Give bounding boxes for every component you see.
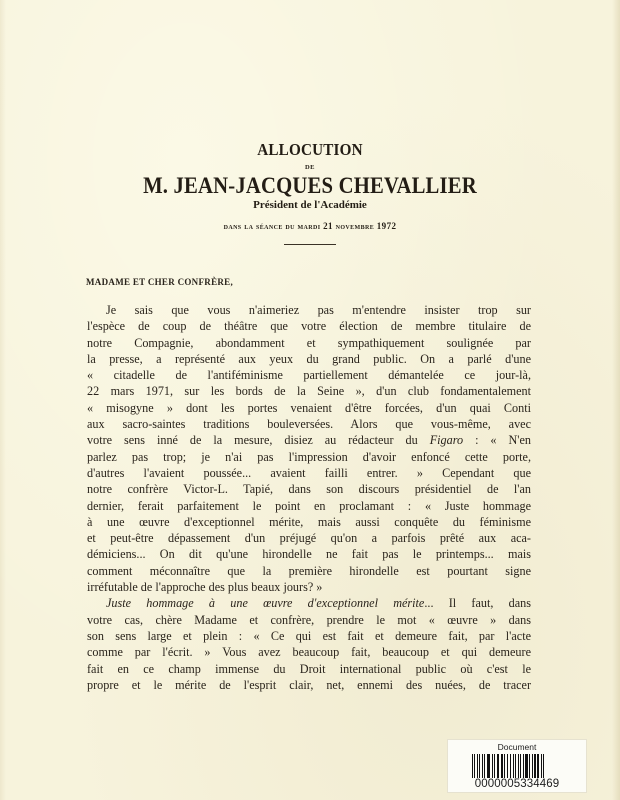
paragraph-line: 22 mars 1971, sur les bords de la Seine », d'un club fondamentalement <box>87 384 531 399</box>
barcode-bar <box>472 754 473 778</box>
salutation: MADAME ET CHER CONFRÈRE, <box>86 277 234 287</box>
barcode-bar <box>520 754 521 778</box>
barcode-bar <box>477 754 478 778</box>
barcode-bar <box>492 754 493 778</box>
paragraph-line: notre confrère Victor-L. Tapié, dans son discours présidentiel de l'an <box>87 482 531 497</box>
barcode-number: 0000005334469 <box>474 778 560 790</box>
barcode-bar <box>494 754 495 778</box>
paragraph-line: votre cas, chère Madame et confrère, prendre le mot « œuvre » dans <box>87 612 531 627</box>
barcode-icon <box>472 754 564 778</box>
paragraph-line: aux sacro-saintes traditions bouleversées. Alors que vous-même, avec <box>87 417 531 432</box>
title-preposition: DE <box>304 164 316 171</box>
header-divider <box>284 244 336 245</box>
line-text: votre sens inné de la mesure, disiez au rédacteur du <box>87 433 430 448</box>
paragraph-line: démiciens... On dit qu'une hirondelle ne fait pas le printemps... mais <box>87 547 531 562</box>
barcode-label: Document <box>497 742 537 752</box>
barcode-bar <box>501 754 503 778</box>
paragraph-line: à une œuvre d'exceptionnel mérite, mais aussi conquête du féminisme <box>87 514 531 529</box>
paragraph-line: notre Compagnie, abondamment et sympathiquement soulignée par <box>87 335 531 350</box>
paragraph-line-figaro <box>87 432 531 448</box>
barcode-bar <box>523 754 524 778</box>
barcode-bar <box>537 754 539 778</box>
barcode-bar <box>504 754 505 778</box>
paragraph-line: parlez pas trop; je n'ai pas l'impression d'avoir enfoncé cette porte, <box>87 449 531 464</box>
paragraph-line: propre et le mérite de l'esprit clair, net, ennemi des nuées, de tracer <box>87 677 531 692</box>
paragraph-line: fait en ce champ immense du Droit international public où c'est le <box>87 661 531 676</box>
barcode-bar <box>525 754 528 778</box>
page-edge-right <box>612 0 620 800</box>
paragraph-line-quote <box>87 595 531 611</box>
paragraph-line: et peut-être dépassement d'un préjugé qu'on a parfois prêté aux aca- <box>87 531 531 546</box>
speaker-role: Président de l'Académie <box>253 199 367 211</box>
line-text: ... Il faut, dans <box>424 596 531 611</box>
session-date: dans la séance du mardi 21 novembre 1972 <box>223 221 397 231</box>
barcode-bar <box>484 754 485 778</box>
barcode-bar <box>510 754 511 778</box>
barcode-bar <box>497 754 499 778</box>
paragraph-line: « misogyne » dont les portes venaient d'être forcées, d'un quai Conti <box>87 400 531 415</box>
barcode-bar <box>515 754 516 778</box>
paragraph-line: son sens large et plein : « Ce qui est fait et demeure fait, par l'acte <box>87 628 531 643</box>
barcode-bar <box>507 754 508 778</box>
paragraph-line: comme par l'écrit. » Vous avez beaucoup fait, beaucoup et qui demeure <box>87 645 531 660</box>
quoted-phrase: Juste hommage à une œuvre d'exceptionnel mérite <box>106 596 425 611</box>
document-title: ALLOCUTION <box>257 140 363 159</box>
paragraph-line: « citadelle de l'antiféminisme partiellement démantelée ce jour-là, <box>87 368 531 383</box>
line-text: : « N'en <box>463 433 531 448</box>
paragraph-line: dernier, ferait parfaitement le point en proclamant : « Juste hommage <box>87 498 531 513</box>
newspaper-title: Figaro <box>429 433 464 448</box>
page-edge-left <box>0 0 6 800</box>
barcode-bar <box>479 754 480 778</box>
paragraph-line: d'autres l'avaient poussée... avaient failli entrer. » Cependant que <box>87 465 531 480</box>
barcode-bar <box>513 754 514 778</box>
paragraph-line: l'espèce de coup de théâtre que votre élection de membre titulaire de <box>87 319 531 334</box>
barcode-bar <box>474 754 475 778</box>
barcode-bar <box>482 754 483 778</box>
document-header <box>0 140 620 245</box>
barcode-bar <box>541 754 542 778</box>
barcode-bar <box>518 754 519 778</box>
barcode-bar <box>534 754 536 778</box>
barcode-bar <box>529 754 530 778</box>
barcode-bar <box>543 754 544 778</box>
speech-body <box>87 302 531 693</box>
paragraph-line: la presse, a représenté aux yeux du grand public. On a parlé d'une <box>87 351 531 366</box>
paragraph-line: irréfutable de l'approche des plus beaux jours? » <box>87 580 323 595</box>
speaker-name: M. JEAN-JACQUES CHEVALLIER <box>143 173 477 198</box>
paragraph-line: comment méconnaître que la première hirondelle est pourtant signe <box>87 563 531 578</box>
barcode-bar <box>487 754 490 778</box>
paragraph-line: Je sais que vous n'aimeriez pas m'entendre insister trop sur <box>106 303 531 317</box>
barcode-bar <box>532 754 533 778</box>
barcode-sticker <box>447 739 587 793</box>
